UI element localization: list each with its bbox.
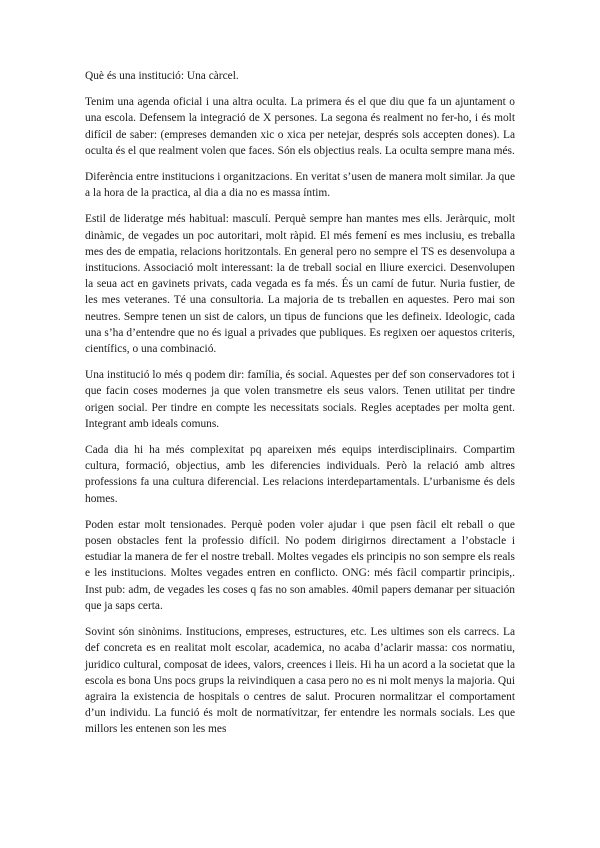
document-heading: Què és una institució: Una càrcel. [85,70,239,82]
paragraph-institucions-organitzacions: Diferència entre institucions i organitzacions. En veritat s’usen de manera molt similar. Ja que a la hora de la practica, al dia a dia no es massa íntim. [85,171,515,200]
document-body [85,68,515,748]
paragraph-lideratge: Estil de lideratge més habitual: masculí. Perquè sempre han mantes mes ells. Jeràrquic, molt dinàmic, de vegades un poc autoritari, molt ràpid. El més femení es mes inclusiu, es treballa mes des de empatia, relacions horitzontals. En general pero no sempre el TS es desenvolupa a institucions. Associació molt interessant: la de treball social en lliure exercici. Desenvolupen la seua act en gavinets privats, cada vegada es fa més. És un camí de futur. Nuria fustier, de les mes veteranes. Té una consultoria. La majoria de ts treballen en aquestes. Pero mai son neutres. Sempre tenen un sist de calors, un tipus de funcions que les defineix. Ideologic, cada una s’ha d’entendre que no és igual a privades que publiques. Es regixen oer aquestos criteris, científics, o una combinació. [85,213,515,356]
paragraph-complexitat: Cada dia hi ha més complexitat pq apareixen més equips interdisciplinairs. Compartim cultura, formació, objectius, amb les diferencies individuals. Però la relació amb altres professions fa una cultura diferencial. Les relacions interdepartamentals. L’urbanisme és dels homes. [85,444,515,505]
paragraph-sinonims: Sovint són sinònims. Institucions, empreses, estructures, etc. Les ultimes son els carrecs. La def concreta es en realitat molt escolar, academica, no acaba d’aclarir massa: cos normatiu, juridico cultural, composat de idees, valors, creences i lleis. Hi ha un acord a la societat que la escola es bona Uns pocs grups la reivindiquen a casa pero no es ni molt menys la majoria. Qui agraira la existencia de hospitals o centres de salut. Procuren normalitzar el comportament d’un individu. La funció és molt de normatívitzar, fer entendre les normals socials. Les que millors les entenen son les mes [85,626,515,736]
paragraph-familia-social: Una institució lo més q podem dir: família, és social. Aquestes per def son conservadores tot i que facin coses modernes ja que volen transmetre els seus valors. Tenen utilitat per tindre origen social. Per tindre en compte les necessitats socials. Regles aceptades per molta gent. Integrant amb ideals comuns. [85,369,515,430]
paragraph-agenda: Tenim una agenda oficial i una altra oculta. La primera és el que diu que fa un ajuntament o una escola. Defensem la integració de X persones. La segona és realment no fer-ho, i és molt difícil de saber: (empreses demanden xic o xica per netejar, després sols accepten dones). La oculta és el que realment volen que faces. Són els objectius reals. La oculta sempre mana més. [85,96,515,157]
paragraph-tensionades: Poden estar molt tensionades. Perquè poden voler ajudar i que psen fàcil elt reball o que posen obstacles fent la professio difícil. No podem dirigirnos directament a l’obstacle i estudiar la manera de fer el nostre treball. Moltes vegades els principis no son sempre els reals e les institucions. Moltes vegades entren en conflicto. ONG: més fàcil compartir principis,. Inst pub: adm, de vegades les coses q fas no son amables. 40mil papers demanar per situación que ja saps certa. [85,518,515,612]
